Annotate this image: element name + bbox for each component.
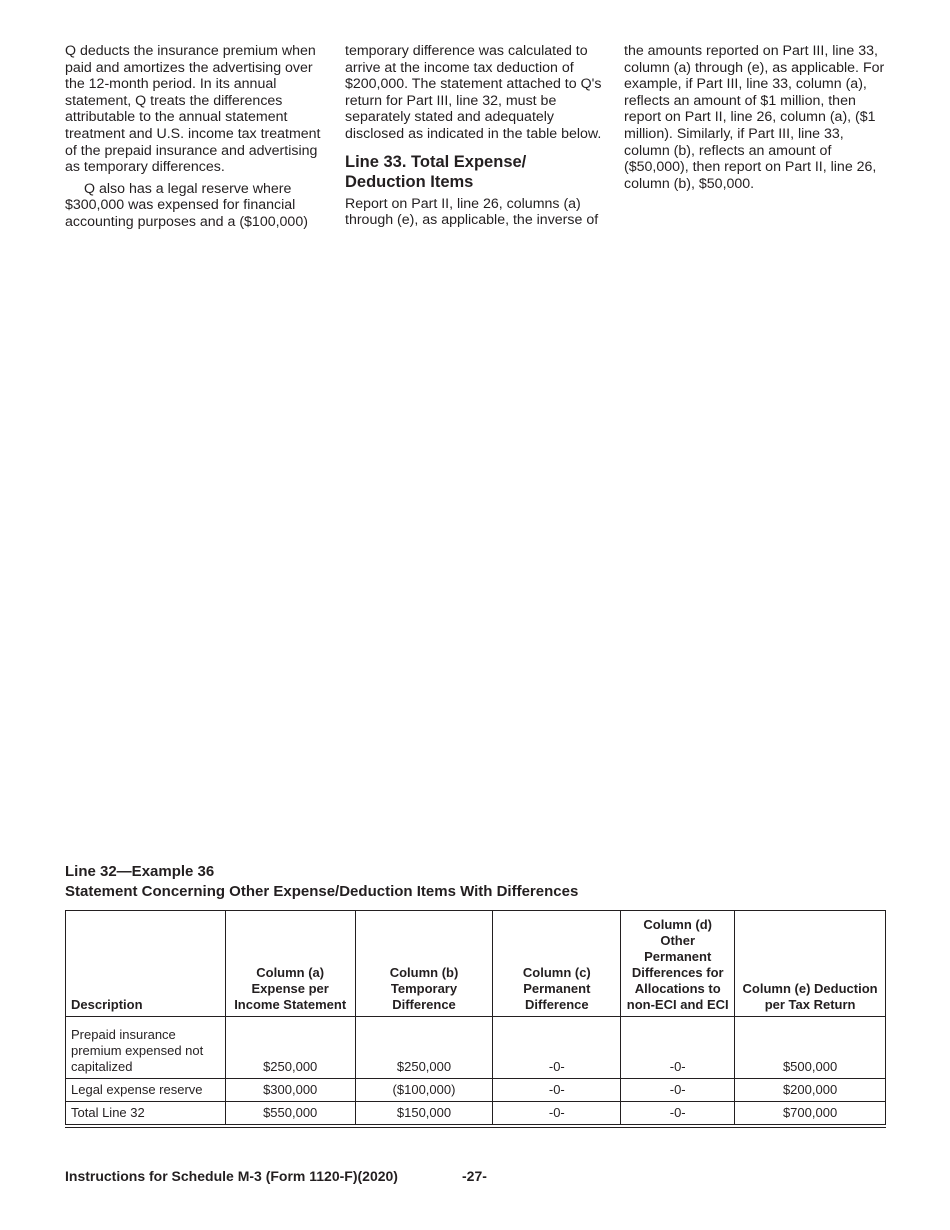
column-header-b: Column (b) Temporary Difference xyxy=(355,911,493,1017)
text-column-3 xyxy=(624,43,889,197)
statement-table xyxy=(65,910,886,1128)
table-cell: -0- xyxy=(493,1102,621,1127)
table-cell: ($100,000) xyxy=(355,1079,493,1102)
table-cell: $700,000 xyxy=(735,1102,886,1127)
paragraph: Q also has a legal reserve where $300,000 was expensed for financial accounting purposes and a ($100,000) xyxy=(65,180,308,230)
table-cell: $250,000 xyxy=(355,1017,493,1079)
table-cell: $200,000 xyxy=(735,1079,886,1102)
column-header-description: Description xyxy=(66,911,226,1017)
table-cell: -0- xyxy=(493,1017,621,1079)
footer-title: Instructions for Schedule M-3 (Form 1120-F)(2020) xyxy=(65,1168,398,1184)
text-column-1 xyxy=(65,43,330,236)
table-cell: $150,000 xyxy=(355,1102,493,1127)
paragraph: Report on Part II, line 26, columns (a) through (e), as applicable, the inverse of xyxy=(345,195,599,229)
page-number: -27- xyxy=(462,1168,487,1184)
table-cell: Legal expense reserve xyxy=(66,1079,226,1102)
paragraph: Q deducts the insurance premium when paid and amortizes the advertising over the 12-month period. In its annual statement, Q treats the differences attributable to the annual statement treatment and U.S. income tax treatment of the prepaid insurance and advertising as temporary differences. xyxy=(65,43,321,176)
table-cell: $500,000 xyxy=(735,1017,886,1079)
caption-line: Statement Concerning Other Expense/Deduction Items With Differences xyxy=(65,883,579,900)
text-column-2 xyxy=(345,43,610,234)
column-header-d: Column (d) Other Permanent Differences for Allocations to non-ECI and ECI xyxy=(621,911,735,1017)
table-cell: Total Line 32 xyxy=(66,1102,226,1127)
table-header-row xyxy=(66,911,886,1017)
table-cell: -0- xyxy=(621,1079,735,1102)
table-cell: $250,000 xyxy=(225,1017,355,1079)
table-cell: -0- xyxy=(621,1102,735,1127)
paragraph: temporary difference was calculated to arrive at the income tax deduction of $200,000. The statement attached to Q's return for Part III, line 32, must be separately stated and adequately disclosed as indicated in the table below. xyxy=(345,43,602,142)
section-heading: Line 33. Total Expense/ Deduction Items xyxy=(345,152,527,191)
table-row xyxy=(66,1017,886,1079)
paragraph: the amounts reported on Part III, line 33, column (a) through (e), as applicable. For example, if Part III, line 33, column (a), reflects an amount of $1 million, then report on Part II, line 26, column (a), ($1 million). Similarly, if Part III, line 33, column (b), reflects an amount of ($50,000), then report on Part II, line 26, column (b), $50,000. xyxy=(624,43,885,192)
table-cell: $300,000 xyxy=(225,1079,355,1102)
table-total-row xyxy=(66,1102,886,1127)
table-caption xyxy=(65,862,578,902)
table-cell: -0- xyxy=(621,1017,735,1079)
column-header-c: Column (c) Permanent Difference xyxy=(493,911,621,1017)
table-cell: Prepaid insurance premium expensed not capitalized xyxy=(66,1017,226,1079)
column-header-e: Column (e) Deduction per Tax Return xyxy=(735,911,886,1017)
table-row xyxy=(66,1079,886,1102)
table-cell: -0- xyxy=(493,1079,621,1102)
table-cell: $550,000 xyxy=(225,1102,355,1127)
column-header-a: Column (a) Expense per Income Statement xyxy=(225,911,355,1017)
caption-line: Line 32—Example 36 xyxy=(65,863,215,880)
